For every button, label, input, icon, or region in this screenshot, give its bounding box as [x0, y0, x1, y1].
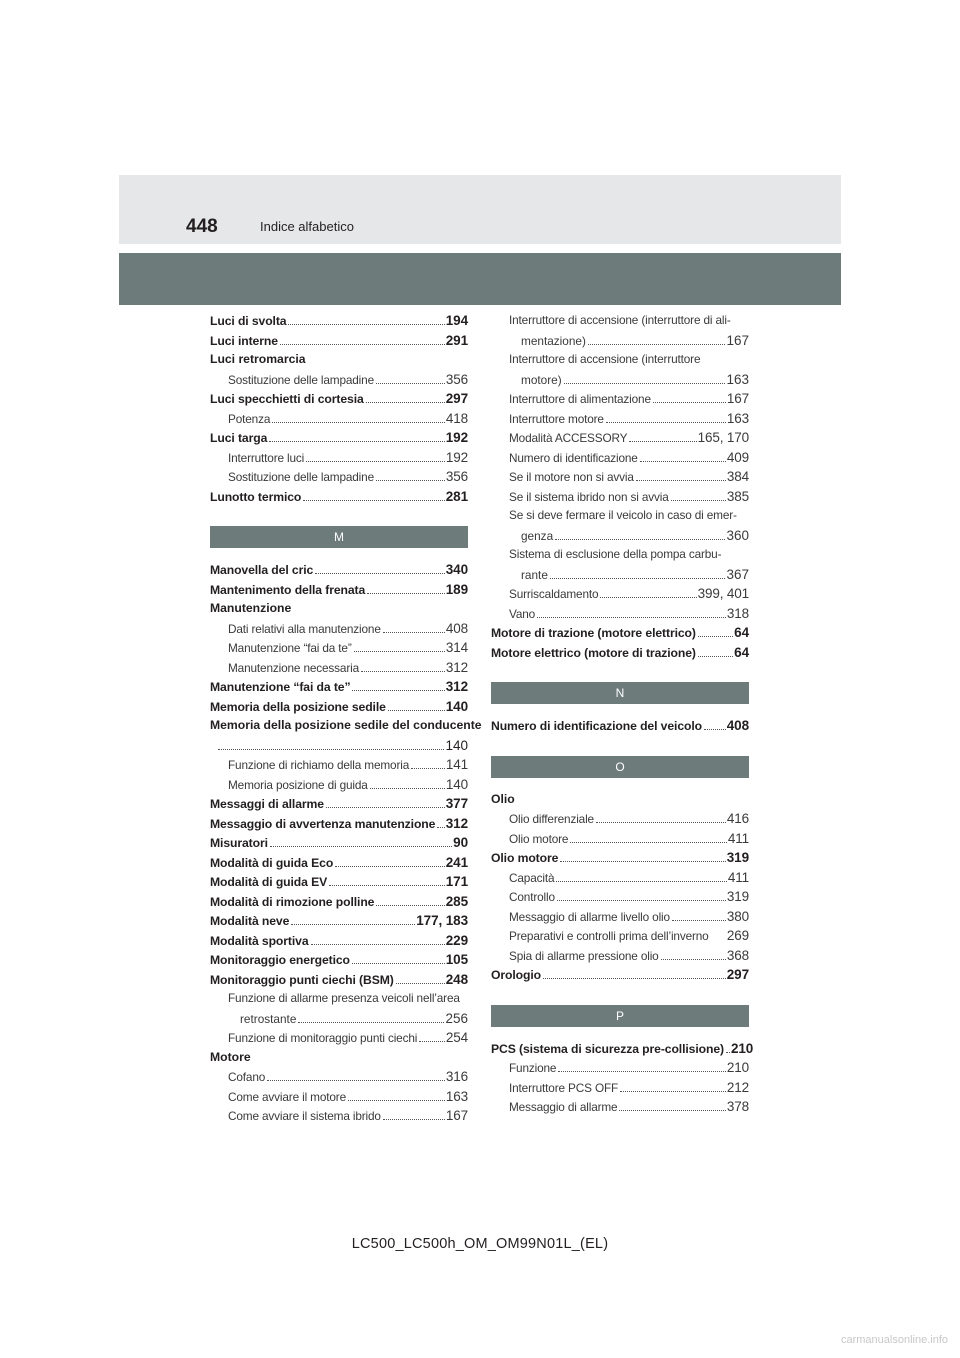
entry-label: Vano: [509, 606, 536, 621]
index-subentry: [491, 907, 749, 927]
dot-leader: [671, 500, 726, 501]
entry-label: Memoria posizione di guida: [228, 777, 368, 792]
dot-leader: [636, 480, 726, 481]
index-entry: [210, 331, 468, 351]
entry-label: Se il sistema ibrido non si avvia: [509, 489, 669, 504]
index-entry-heading: Interruttore di accensione (interruttore di ali-: [509, 313, 731, 327]
entry-page-number: 140: [445, 737, 468, 753]
dot-leader: [661, 959, 726, 960]
dot-leader: [437, 827, 444, 828]
index-subentry: [491, 370, 749, 390]
entry-page-number: 189: [445, 581, 468, 597]
entry-label: Manovella del cric: [210, 563, 314, 577]
dot-leader: [376, 480, 445, 481]
dot-leader: [311, 944, 445, 945]
index-subentry: [491, 1078, 749, 1098]
dot-leader: [288, 324, 444, 325]
dot-leader: [588, 344, 726, 345]
entry-label: PCS (sistema di sicurezza pre-collisione): [491, 1041, 724, 1056]
index-entry-heading: Se si deve fermare il veicolo in caso di emer-: [509, 508, 737, 522]
entry-label: Funzione: [509, 1061, 557, 1075]
index-entry: [210, 677, 468, 697]
dot-leader: [537, 617, 726, 618]
entry-page-number: 378: [726, 1099, 749, 1114]
index-subentry: [491, 428, 749, 448]
entry-label: Interruttore luci: [228, 450, 305, 465]
dot-leader: [267, 1080, 445, 1081]
index-entry: [491, 716, 749, 736]
dot-leader: [619, 1110, 725, 1111]
entry-page-number: 210: [730, 1040, 754, 1056]
entry-label: Mantenimento della frenata: [210, 582, 366, 597]
entry-label: Sostituzione delle lampadine: [228, 470, 374, 484]
entry-label: Come avviare il motore: [228, 1089, 346, 1104]
dot-leader: [376, 905, 444, 906]
dot-leader: [352, 963, 445, 964]
dot-leader: [620, 1091, 726, 1092]
entry-page-number: 285: [445, 893, 468, 909]
entry-page-number: 360: [726, 527, 749, 543]
entry-label: Olio motore: [509, 831, 569, 846]
index-subentry: [210, 409, 468, 429]
entry-label: Funzione di richiamo della memoria: [228, 758, 410, 772]
entry-label: Modalità ACCESSORY: [509, 431, 628, 445]
index-subentry: [491, 526, 749, 546]
dot-leader: [367, 593, 445, 594]
index-subentry: [210, 1067, 468, 1087]
dot-leader: [640, 461, 726, 462]
dot-leader: [396, 983, 445, 984]
dot-leader: [280, 344, 445, 345]
index-entry-heading: Luci retromarcia: [210, 352, 306, 366]
index-subentry: [210, 448, 468, 468]
dot-leader: [557, 900, 726, 901]
page-number: 448: [186, 216, 218, 237]
index-subentry: [491, 389, 749, 409]
index-entry: [210, 853, 468, 873]
dot-leader: [606, 422, 726, 423]
letter-heading-n: N: [491, 682, 749, 704]
entry-page-number: 64: [734, 644, 749, 660]
entry-page-number: 418: [445, 410, 468, 426]
entry-label: Modalità neve: [210, 914, 290, 928]
index-subentry: [491, 565, 749, 585]
dot-leader: [560, 861, 725, 862]
dot-leader: [298, 1022, 444, 1023]
dot-leader: [704, 729, 726, 730]
index-entry: [210, 911, 468, 931]
entry-page-number: 312: [445, 679, 468, 694]
index-entry: [210, 428, 468, 448]
entry-page-number: 319: [726, 889, 749, 904]
dot-leader: [218, 749, 444, 750]
dot-leader: [411, 768, 445, 769]
entry-label: Come avviare il sistema ibrido: [228, 1109, 381, 1123]
section-title: Indice alfabetico: [260, 219, 354, 234]
entry-label: Funzione di monitoraggio punti ciechi: [228, 1031, 418, 1045]
entry-page-number: 411: [727, 830, 749, 846]
letter-heading-o: O: [491, 756, 749, 778]
entries-o-block: [491, 790, 749, 985]
dot-leader: [556, 881, 727, 882]
dot-leader: [726, 1052, 730, 1053]
entry-page-number: 254: [445, 1030, 468, 1045]
entry-page-number: 291: [445, 332, 468, 348]
entry-page-number: 210: [726, 1060, 749, 1075]
index-subentry: [210, 1028, 468, 1048]
entry-label: Dati relativi alla manutenzione: [228, 621, 381, 636]
entry-page-number: 368: [726, 947, 749, 963]
index-entry: [210, 892, 468, 912]
index-entry-heading: Funzione di allarme presenza veicoli nell’area: [228, 991, 460, 1005]
entry-label: Monitoraggio punti ciechi (BSM): [210, 972, 394, 987]
entry-label: Modalità di rimozione polline: [210, 894, 375, 909]
dot-leader: [550, 578, 726, 579]
dot-leader: [291, 924, 415, 925]
entries-motore-cont-block: [491, 311, 749, 662]
entry-label: Interruttore di alimentazione: [509, 392, 651, 406]
index-column-left: [210, 311, 482, 1126]
index-subentry: [491, 946, 749, 966]
index-subentry: [210, 467, 468, 487]
dot-leader: [326, 807, 445, 808]
entry-label: Controllo: [509, 890, 555, 904]
entry-label: Spia di allarme pressione olio: [509, 948, 659, 963]
index-subentry: [491, 868, 749, 888]
entry-page-number: 416: [726, 811, 749, 826]
entry-label: Luci targa: [210, 431, 268, 445]
entry-page-number: 256: [445, 1010, 468, 1026]
index-subentry: [210, 1106, 468, 1126]
entry-page-number: 319: [726, 850, 749, 865]
entry-page-number: 163: [445, 1088, 468, 1104]
header-divider-band: [119, 253, 841, 305]
entry-page-number: 167: [726, 332, 749, 348]
index-subentry: [210, 775, 468, 795]
entry-label: Motore elettrico (motore di trazione): [491, 645, 696, 660]
entry-label: Numero di identificazione del veicolo: [491, 719, 702, 733]
entry-page-number: 377: [445, 796, 468, 811]
entry-label: Luci interne: [210, 333, 278, 348]
entry-label: Monitoraggio energetico: [210, 953, 350, 967]
header-band: [119, 175, 841, 244]
dot-leader: [600, 597, 696, 598]
index-entry-heading: Olio: [491, 791, 515, 806]
dot-leader: [672, 920, 726, 921]
entry-page-number: 194: [445, 313, 468, 328]
index-entry: [210, 814, 468, 834]
dot-leader: [354, 651, 445, 652]
entry-page-number: 192: [445, 449, 468, 465]
entry-label: Lunotto termico: [210, 489, 302, 504]
dot-leader: [570, 842, 727, 843]
index-subentry: [491, 926, 749, 946]
entry-label: Manutenzione “fai da te”: [210, 680, 351, 694]
entry-label: Numero di identificazione: [509, 450, 638, 465]
entry-page-number: 171: [445, 874, 468, 889]
dot-leader: [653, 402, 726, 403]
entry-label: Messaggio di allarme livello olio: [509, 909, 670, 924]
entry-page-number: 163: [726, 410, 749, 426]
entry-page-number: 177, 183: [416, 913, 468, 928]
dot-leader: [306, 461, 445, 462]
index-entry-heading: Sistema di esclusione della pompa carbu-: [509, 547, 722, 561]
dot-leader: [543, 978, 726, 979]
entry-label: Luci specchietti di cortesia: [210, 392, 364, 406]
dot-leader: [555, 539, 725, 540]
entry-page-number: 409: [726, 449, 749, 465]
entry-page-number: 408: [726, 718, 749, 733]
entry-label: Potenza: [228, 411, 271, 426]
index-entry: [210, 311, 468, 331]
entries-n-block: [491, 716, 749, 736]
entry-page-number: 167: [726, 391, 749, 406]
entry-page-number: 411: [727, 869, 749, 885]
entry-page-number: 384: [726, 469, 749, 484]
entry-label: rante: [521, 567, 548, 582]
index-entry: [210, 580, 468, 600]
dot-leader: [564, 383, 726, 384]
entry-page-number: 141: [445, 757, 468, 772]
dot-leader: [315, 573, 445, 574]
entry-label: Se il motore non si avvia: [509, 470, 634, 484]
dot-leader: [366, 402, 445, 403]
dot-leader: [335, 866, 445, 867]
entry-page-number: 297: [445, 391, 468, 406]
index-entry: [491, 623, 749, 643]
dot-leader: [629, 441, 696, 442]
entry-label: Modalità di guida EV: [210, 875, 328, 889]
entry-page-number: 356: [445, 469, 468, 484]
entry-page-number: 318: [726, 605, 749, 621]
index-subentry: [491, 829, 749, 849]
index-entry: [210, 794, 468, 814]
dot-leader: [388, 710, 445, 711]
entries-p-block: [491, 1039, 754, 1117]
index-entry-heading: Motore: [210, 1049, 251, 1064]
entry-page-number: 281: [445, 488, 468, 504]
index-entry: [210, 950, 468, 970]
entry-page-number: 316: [445, 1069, 468, 1084]
entry-label: Sostituzione delle lampadine: [228, 372, 374, 387]
index-entry-heading: Manutenzione: [210, 601, 292, 615]
entry-label: Messaggio di avvertenza manutenzione: [210, 816, 436, 831]
dot-leader: [370, 788, 445, 789]
index-subentry: [491, 409, 749, 429]
entry-label: Surriscaldamento: [509, 587, 599, 601]
index-subentry: [491, 887, 749, 907]
entry-label: genza: [521, 528, 554, 543]
entry-page-number: 367: [726, 566, 749, 582]
index-entry: [210, 389, 468, 409]
entry-page-number: 399, 401: [697, 586, 749, 601]
index-entry: [210, 931, 468, 951]
dot-leader: [329, 885, 445, 886]
entry-page-number: 248: [445, 971, 468, 987]
entry-page-number: 408: [445, 620, 468, 636]
entry-page-number: 64: [734, 625, 749, 640]
index-entry: [210, 833, 468, 853]
index-entry: [210, 872, 468, 892]
entry-page-number: 241: [445, 854, 468, 870]
letter-heading-p: P: [491, 1005, 749, 1027]
index-subentry: [491, 604, 749, 624]
index-entry-heading: Interruttore di accensione (interruttore: [509, 352, 701, 366]
dot-leader: [303, 500, 445, 501]
index-column-right: [491, 311, 754, 1117]
index-subentry: [491, 331, 749, 351]
dot-leader: [348, 1100, 445, 1101]
entry-label: Modalità sportiva: [210, 933, 309, 948]
entry-label: motore): [521, 372, 562, 387]
watermark: carmanualsonline.info: [840, 1334, 948, 1346]
index-entry: [210, 560, 468, 580]
entry-label: Olio motore: [491, 851, 559, 865]
entry-page-number: 314: [445, 640, 468, 655]
index-subentry: [210, 1087, 468, 1107]
entry-page-number: 165, 170: [697, 430, 749, 445]
entry-label: Interruttore PCS OFF: [509, 1080, 619, 1095]
index-entry: [491, 1039, 754, 1059]
dot-leader: [361, 671, 445, 672]
dot-leader: [698, 636, 733, 637]
entry-label: retrostante: [240, 1011, 297, 1026]
entry-label: Motore di trazione (motore elettrico): [491, 626, 696, 640]
index-subentry: [210, 619, 468, 639]
dot-leader: [596, 822, 726, 823]
entry-page-number: 356: [445, 371, 468, 387]
entry-page-number: 269: [726, 928, 749, 943]
entry-page-number: 312: [445, 659, 468, 675]
entry-label: Manutenzione necessaria: [228, 660, 359, 675]
entry-page-number: 385: [726, 488, 749, 504]
index-entry: [491, 643, 749, 663]
entry-label: Luci di svolta: [210, 314, 287, 328]
document-code-footer: LC500_LC500h_OM_OM99N01L_(EL): [351, 1236, 609, 1252]
letter-heading-m: M: [210, 526, 468, 548]
entry-page-number: 167: [445, 1108, 468, 1123]
index-entry: [491, 965, 749, 985]
dot-leader: [270, 846, 452, 847]
index-subentry: [210, 755, 468, 775]
entry-label: Modalità di guida Eco: [210, 855, 334, 870]
entry-label: Manutenzione “fai da te”: [228, 641, 352, 655]
index-subentry: [491, 448, 749, 468]
dot-leader: [352, 690, 444, 691]
entry-page-number: 192: [445, 430, 468, 445]
entry-label: Misuratori: [210, 836, 268, 850]
entry-label: Memoria della posizione sedile: [210, 699, 386, 714]
dot-leader: [419, 1041, 445, 1042]
index-subentry: [210, 736, 468, 756]
index-entry-heading: Memoria della posizione sedile del conducente: [210, 718, 482, 732]
dot-leader: [558, 1071, 726, 1072]
index-subentry: [491, 1097, 749, 1117]
dot-leader: [698, 656, 733, 657]
entry-page-number: 229: [445, 932, 468, 948]
index-subentry: [491, 1058, 749, 1078]
dot-leader: [269, 441, 445, 442]
entry-label: Capacità: [509, 870, 555, 885]
index-subentry: [210, 1009, 468, 1029]
entry-page-number: 297: [726, 967, 749, 982]
index-entry: [210, 697, 468, 717]
index-subentry: [491, 584, 749, 604]
entry-page-number: 340: [445, 562, 468, 577]
entry-page-number: 90: [453, 835, 468, 850]
index-subentry: [491, 467, 749, 487]
entries-l-block: [210, 311, 468, 506]
entry-label: Messaggi di allarme: [210, 797, 324, 811]
entry-label: Messaggio di allarme: [509, 1100, 618, 1114]
index-subentry: [491, 809, 749, 829]
entry-page-number: 140: [445, 776, 468, 792]
entry-page-number: 380: [726, 908, 749, 924]
entry-page-number: 140: [445, 698, 468, 714]
index-entry: [210, 487, 468, 507]
index-entry: [210, 970, 468, 990]
dot-leader: [272, 422, 445, 423]
index-subentry: [210, 658, 468, 678]
entry-page-number: 312: [445, 815, 468, 831]
index-subentry: [491, 487, 749, 507]
entry-page-number: 212: [726, 1079, 749, 1095]
entry-label: Interruttore motore: [509, 411, 604, 426]
index-subentry: [210, 370, 468, 390]
entry-page-number: 105: [445, 952, 468, 967]
entry-label: mentazione): [521, 333, 586, 348]
dot-leader: [383, 632, 445, 633]
entries-m-block: [210, 560, 482, 1126]
entry-label: Preparativi e controlli prima dell’inverno: [509, 929, 709, 943]
index-entry: [491, 848, 749, 868]
entry-label: Orologio: [491, 968, 541, 982]
dot-leader: [376, 383, 445, 384]
index-subentry: [210, 638, 468, 658]
entry-page-number: 163: [726, 371, 749, 387]
entry-label: Olio differenziale: [509, 812, 594, 826]
dot-leader: [383, 1119, 445, 1120]
entry-label: Cofano: [228, 1070, 266, 1084]
